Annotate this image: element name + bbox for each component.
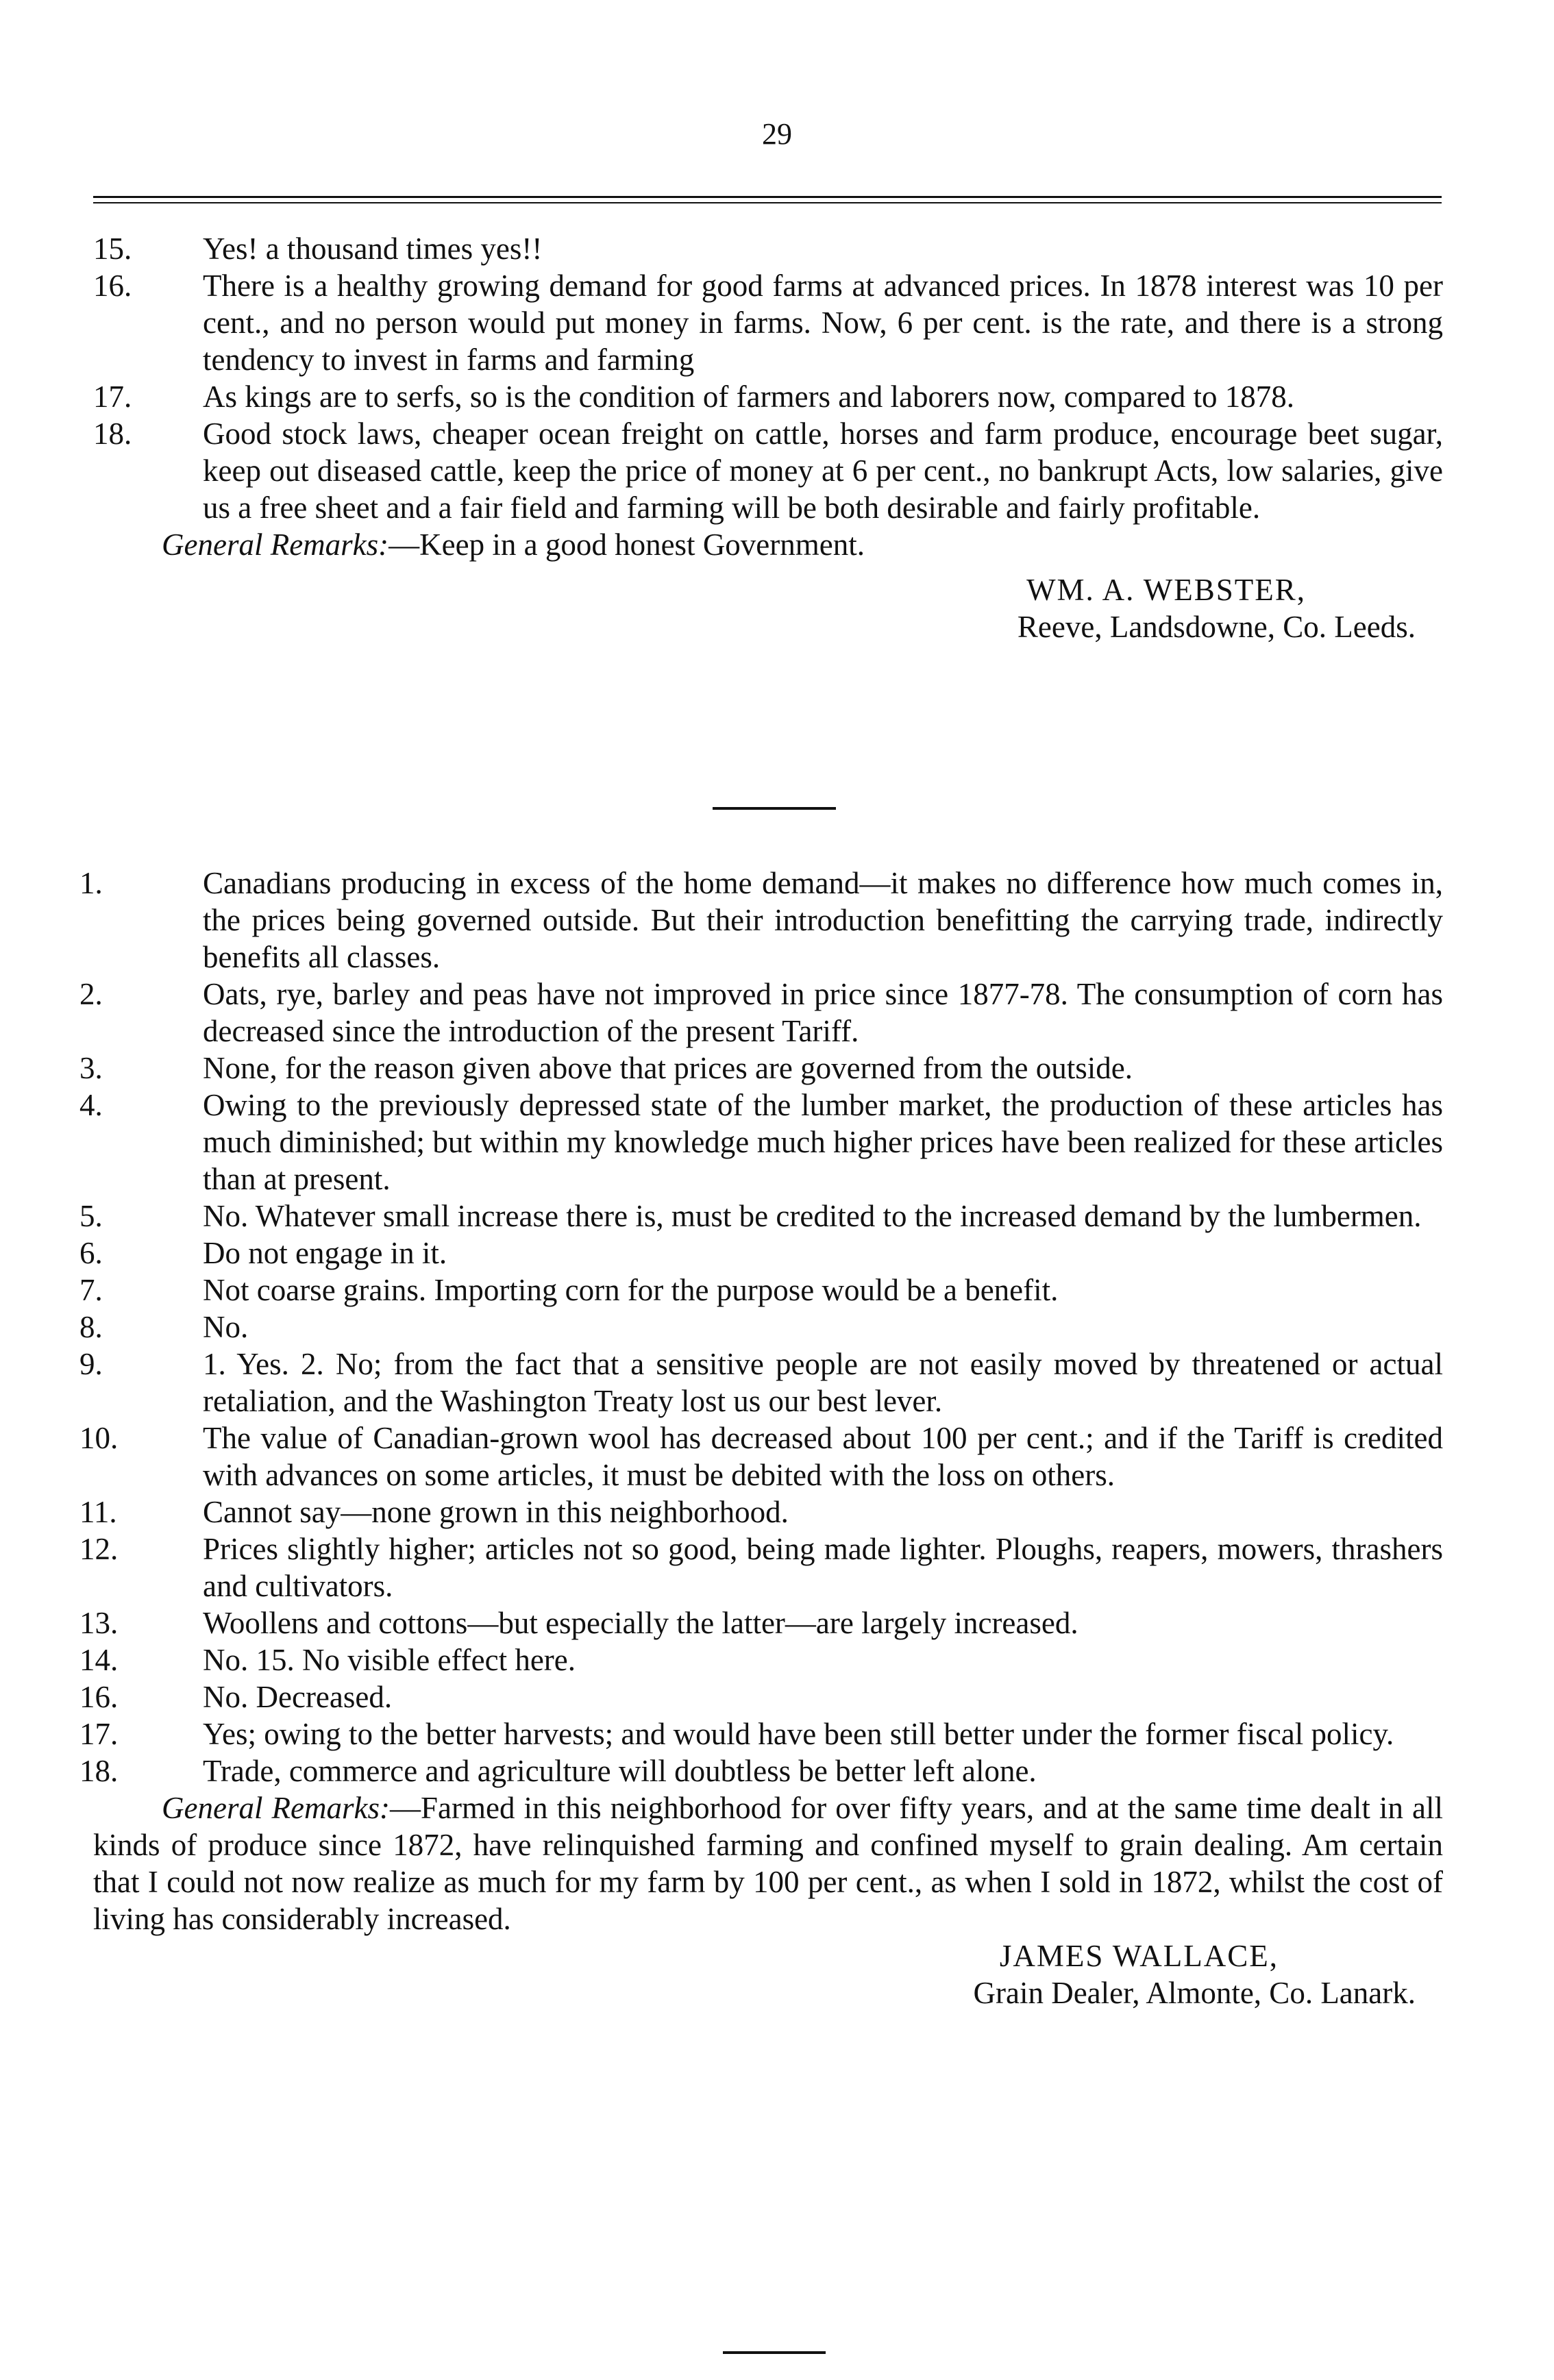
answer-number: 6. bbox=[79, 1236, 103, 1270]
remarks-text: —Farmed in this neighborhood for over fifty years, and at the same time dealt in all kinds of produce since 1872, have relinquished farming and confined myself to grain dealing. Am certain that I could not now realize as much for my farm by 100 per cent., as when I sold in 1872, whilst the cost of living has considerably increased. bbox=[93, 1791, 1443, 1936]
answer-number: 4. bbox=[79, 1088, 103, 1122]
header-rule bbox=[93, 196, 1442, 203]
answer-text: Cannot say—none grown in this neighborhood. bbox=[203, 1495, 789, 1529]
answer-text: 1. Yes. 2. No; from the fact that a sensitive people are not easily moved by threatened or actual retaliation, and the Washington Treaty lost us our best lever. bbox=[203, 1347, 1443, 1418]
answer-text: Good stock laws, cheaper ocean freight on cattle, horses and farm produce, encourage beet sugar, keep out diseased cattle, keep the price of money at 6 per cent., no bankrupt Acts, low salaries, give us a free sheet and a fair field and farming will be both desirable and fairly profitable. bbox=[203, 417, 1443, 525]
answer-item bbox=[79, 1272, 1443, 1309]
answer-text: The value of Canadian-grown wool has decreased about 100 per cent.; and if the Tariff is credited with advances on some articles, it must be debited with the loss on others. bbox=[203, 1421, 1443, 1492]
answer-item bbox=[79, 1420, 1443, 1493]
answer-item bbox=[79, 1530, 1443, 1604]
section-webster bbox=[93, 230, 1443, 645]
signature-title: Reeve, Landsdowne, Co. Leeds. bbox=[1017, 610, 1416, 644]
answer-item bbox=[79, 1050, 1443, 1087]
remarks-label: General Remarks: bbox=[162, 528, 389, 562]
answer-text: No. bbox=[203, 1310, 249, 1344]
answer-number: 5. bbox=[79, 1199, 103, 1233]
answer-list bbox=[93, 230, 1443, 526]
answer-item bbox=[79, 1087, 1443, 1198]
answer-text: There is a healthy growing demand for good farms at advanced prices. In 1878 interest was 10 per cent., and no person would put money in farms. Now, 6 per cent. is the rate, and there is a strong tendency to invest in farms and farming bbox=[203, 269, 1443, 377]
answer-text: Do not engage in it. bbox=[203, 1236, 447, 1270]
answer-number: 3. bbox=[79, 1051, 103, 1085]
answer-item bbox=[79, 1678, 1443, 1715]
answer-item bbox=[79, 1309, 1443, 1346]
section-divider bbox=[713, 807, 836, 810]
section-wallace bbox=[79, 865, 1443, 2011]
remarks-label: General Remarks: bbox=[162, 1791, 390, 1825]
page-number: 29 bbox=[762, 117, 792, 151]
answer-number: 13. bbox=[79, 1606, 119, 1640]
remarks-text: —Keep in a good honest Government. bbox=[388, 528, 865, 562]
answer-text: No. 15. No visible effect here. bbox=[203, 1643, 576, 1677]
answer-text: Yes; owing to the better harvests; and would have been still better under the former fiscal policy. bbox=[203, 1717, 1394, 1751]
answer-text: Not coarse grains. Importing corn for the purpose would be a benefit. bbox=[203, 1273, 1059, 1307]
answer-number: 11. bbox=[79, 1495, 117, 1529]
answer-text: Canadians producing in excess of the home demand—it makes no difference how much comes in, the prices being governed outside. But their introduction benefitting the carrying trade, indirectly benefits all classes. bbox=[203, 866, 1443, 974]
signature-title: Grain Dealer, Almonte, Co. Lanark. bbox=[973, 1976, 1416, 2010]
answer-text: Owing to the previously depressed state of the lumber market, the production of these articles has much diminished; but within my knowledge much higher prices have been realized for these articles than at present. bbox=[203, 1088, 1443, 1196]
general-remarks bbox=[93, 526, 1443, 563]
answer-text: Woollens and cottons—but especially the latter—are largely increased. bbox=[203, 1606, 1078, 1640]
answer-number: 17. bbox=[79, 1717, 119, 1751]
answer-item bbox=[79, 865, 1443, 976]
signature-name: JAMES WALLACE, bbox=[999, 1939, 1279, 1973]
answer-number: 12. bbox=[79, 1532, 119, 1566]
answer-list bbox=[79, 865, 1443, 1789]
answer-text: Prices slightly higher; articles not so good, being made lighter. Ploughs, reapers, mowers, thrashers and cultivators. bbox=[203, 1532, 1443, 1603]
answer-item bbox=[79, 1235, 1443, 1272]
answer-item bbox=[93, 230, 1443, 267]
answer-number: 9. bbox=[79, 1347, 103, 1381]
answer-text: None, for the reason given above that prices are governed from the outside. bbox=[203, 1051, 1133, 1085]
answer-item bbox=[79, 1493, 1443, 1530]
answer-number: 16. bbox=[93, 269, 132, 303]
answer-text: Trade, commerce and agriculture will doubtless be better left alone. bbox=[203, 1754, 1037, 1788]
answer-number: 18. bbox=[93, 417, 132, 451]
answer-item bbox=[79, 1604, 1443, 1641]
answer-text: No. Decreased. bbox=[203, 1680, 393, 1714]
answer-item bbox=[79, 976, 1443, 1050]
answer-item bbox=[93, 267, 1443, 378]
answer-text: No. Whatever small increase there is, must be credited to the increased demand by the lumbermen. bbox=[203, 1199, 1422, 1233]
answer-item bbox=[79, 1198, 1443, 1235]
answer-text: Yes! a thousand times yes!! bbox=[203, 232, 543, 266]
answer-text: Oats, rye, barley and peas have not improved in price since 1877-78. The consumption of corn has decreased since the introduction of the present Tariff. bbox=[203, 977, 1443, 1048]
general-remarks bbox=[93, 1789, 1443, 1937]
answer-number: 7. bbox=[79, 1273, 103, 1307]
answer-item bbox=[79, 1752, 1443, 1789]
answer-number: 2. bbox=[79, 977, 103, 1011]
answer-number: 1. bbox=[79, 866, 103, 900]
answer-item bbox=[93, 378, 1443, 415]
signature-name: WM. A. WEBSTER, bbox=[1026, 573, 1306, 607]
answer-number: 14. bbox=[79, 1643, 119, 1677]
answer-number: 18. bbox=[79, 1754, 119, 1788]
answer-item bbox=[79, 1346, 1443, 1420]
section-divider bbox=[723, 2351, 826, 2354]
answer-number: 10. bbox=[79, 1421, 119, 1455]
answer-text: As kings are to serfs, so is the condition of farmers and laborers now, compared to 1878. bbox=[203, 380, 1294, 414]
answer-number: 15. bbox=[93, 232, 132, 266]
answer-item bbox=[79, 1715, 1443, 1752]
answer-item bbox=[93, 415, 1443, 526]
answer-number: 16. bbox=[79, 1680, 119, 1714]
answer-number: 8. bbox=[79, 1310, 103, 1344]
answer-item bbox=[79, 1641, 1443, 1678]
answer-number: 17. bbox=[93, 380, 132, 414]
